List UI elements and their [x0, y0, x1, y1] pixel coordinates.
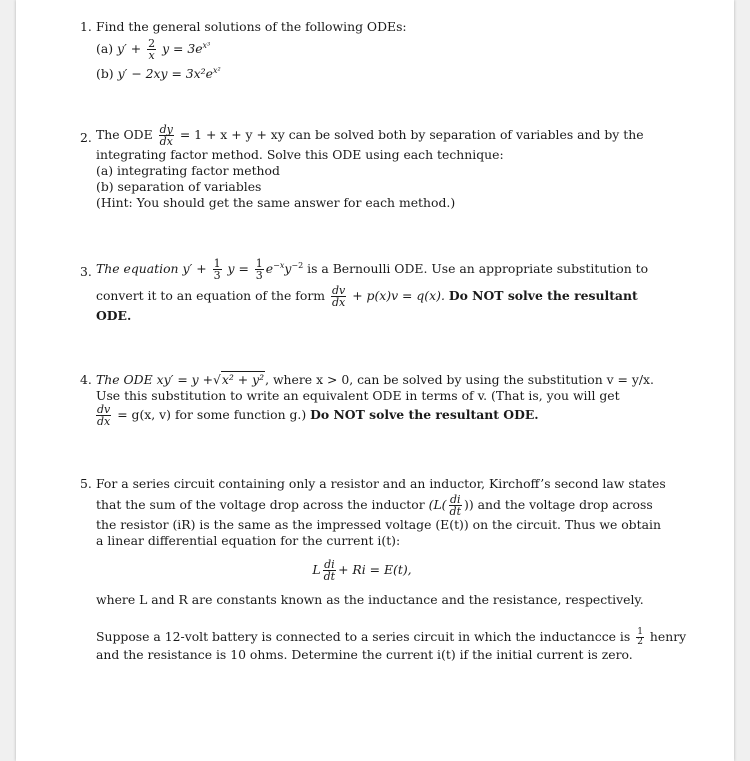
- problem-line: the resistor (iR) is the same as the impressed voltage (E(t)) on the circuit. Thus we obtain: [96, 517, 661, 532]
- fraction: $\frac{1}{3}$: [255, 257, 263, 283]
- problem-text: Find the general solutions of the following ODEs:: [96, 19, 407, 34]
- part-b: (b) separation of variables: [96, 179, 262, 194]
- problem-4: [80, 372, 654, 428]
- problem-line: integrating factor method. Solve this ODE using each technique:: [96, 147, 504, 162]
- problem-number: 2.: [80, 130, 92, 145]
- fraction: $\frac{dv}{dx}$: [97, 403, 111, 428]
- fraction: $\frac{di}{dt}$: [323, 558, 336, 583]
- problem-line: and the resistance is 10 ohms. Determine the current i(t) if the initial current is zero.: [96, 647, 633, 662]
- problem-line: The ODE $\frac{dy}{dx}$ = 1 + x + y + xy can be solved both by separation of variables and by the: [96, 123, 644, 148]
- problem-line: Suppose a 12-volt battery is connected to a series circuit in which the inductancce is $\frac{1}{2}$ henry: [96, 627, 687, 647]
- problem-line: Use this substitution to write an equivalent ODE in terms of v. (That is, you will get: [96, 388, 620, 403]
- problem-line: a linear differential equation for the current i(t):: [96, 533, 401, 548]
- problem-line: where L and R are constants known as the inductance and the resistance, respectively.: [96, 592, 644, 607]
- fraction: $\frac{2}{x}$: [148, 37, 156, 63]
- equation-b: (b) $y' - 2xy = 3x^2e^{x^2}$: [96, 66, 221, 82]
- problem-3: [80, 257, 649, 324]
- problem-line: convert it to an equation of the form $\frac{dv}{dx}$ + p(x)v = q(x). Do NOT solve the resultant: [96, 284, 638, 310]
- fraction: $\frac{1}{3}$: [213, 257, 221, 283]
- fraction: $\frac{dv}{dx}$: [331, 284, 346, 310]
- problem-2: [80, 123, 644, 211]
- fraction: $\frac{di}{dt}$: [449, 493, 461, 518]
- problem-line: ODE.: [96, 308, 132, 324]
- document-page: [16, 0, 734, 761]
- sqrt: √x² + y²: [212, 372, 265, 387]
- part-a: (a) integrating factor method: [96, 163, 280, 178]
- problem-line: The equation y′ + $\frac{1}{3}$ y = $\frac{1}{3}$ $e^{-x}y^{-2}$ is a Bernoulli ODE. Use an appropriate substitution to: [96, 257, 649, 283]
- display-equation: L $\frac{di}{dt}$ + Ri = E(t),: [312, 558, 412, 583]
- fraction: $\frac{1}{2}$: [637, 627, 643, 647]
- problem-line: that the sum of the voltage drop across the inductor (L( $\frac{di}{dt}$ )) and the voltage drop across: [96, 493, 653, 518]
- problem-number: 4.: [80, 372, 92, 387]
- problem-1: [80, 19, 628, 82]
- problem-5: [80, 476, 687, 663]
- problem-number: 1.: [80, 19, 92, 34]
- hint: (Hint: You should get the same answer for each method.): [96, 195, 456, 210]
- equation-a: (a) y′ + $\frac{2}{x}$ $y = 3e^{x^3}$: [96, 37, 211, 63]
- problem-line: For a series circuit containing only a resistor and an inductor, Kirchoff’s second law states: [96, 476, 666, 491]
- problem-number: 5.: [80, 476, 92, 491]
- fraction: $\frac{dy}{dx}$: [159, 123, 173, 148]
- problem-number: 3.: [80, 264, 92, 279]
- problem-line: The ODE xy′ = y +√x² + y², where x > 0, can be solved by using the substitution v = y/x.: [96, 372, 654, 387]
- problem-line: $\frac{dv}{dx}$ = g(x, v) for some function g.) Do NOT solve the resultant ODE.: [97, 403, 539, 428]
